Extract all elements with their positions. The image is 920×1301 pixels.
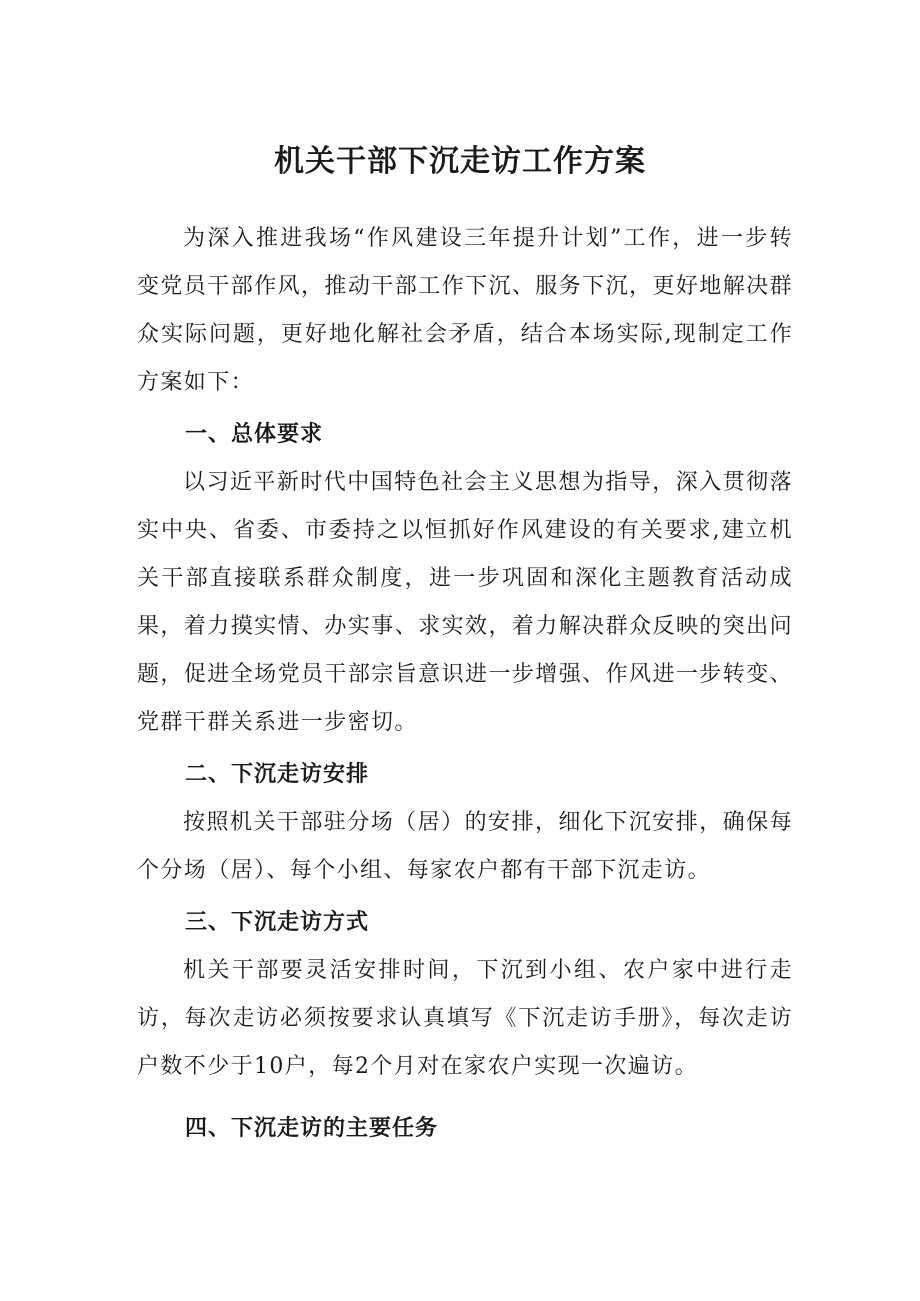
intro-paragraph: 为深入推进我场“作风建设三年提升计划”工作，进一步转变党员干部作风，推动干部工作下沉、服务下沉，更好地解决群众实际问题，更好地化解社会矛盾，结合本场实际,现制定工作方案如下： bbox=[137, 226, 793, 395]
section-heading-2: 二、下沉走访安排 bbox=[185, 762, 370, 787]
section-paragraph-3: 机关干部要灵活安排时间，下沉到小组、农户家中进行走访，每次走访必须按要求认真填写《下沉走访手册》，每次走访户数不少于10户，每2个月对在家农户实现一次遍访。 bbox=[137, 958, 793, 1079]
section-heading-3: 三、下沉走访方式 bbox=[185, 910, 370, 935]
document-title: 机关干部下沉走访工作方案 bbox=[274, 144, 646, 179]
section-paragraph-2: 按照机关干部驻分场（居）的安排，细化下沉安排，确保每个分场（居）、每个小组、每家农户都有干部下沉走访。 bbox=[137, 810, 793, 883]
section-heading-4: 四、下沉走访的主要任务 bbox=[185, 1116, 439, 1141]
document-body bbox=[137, 215, 793, 1153]
section-heading-1: 一、总体要求 bbox=[185, 422, 324, 447]
section-paragraph-1: 以习近平新时代中国特色社会主义思想为指导，深入贯彻落实中央、省委、市委持之以恒抓好作风建设的有关要求,建立机关干部直接联系群众制度，进一步巩固和深化主题教育活动成果，着力摸实情、办实事、求实效，着力解决群众反映的突出问题，促进全场党员干部宗旨意识进一步增强、作风进一步转变、党群干群关系进一步密切。 bbox=[137, 470, 793, 735]
